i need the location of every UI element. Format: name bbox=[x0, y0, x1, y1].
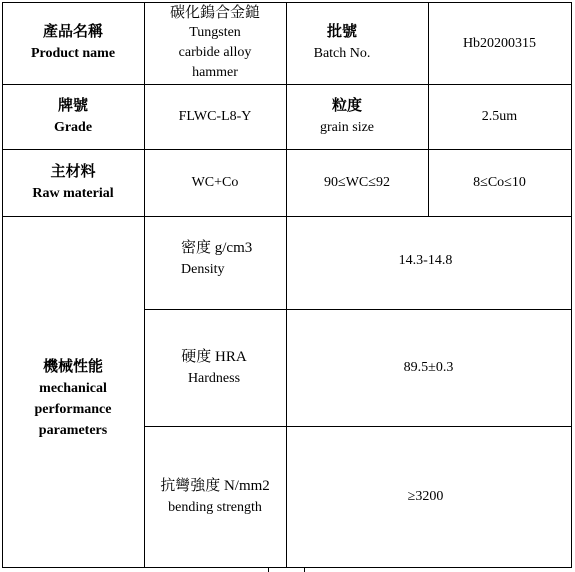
mechanical-label bbox=[2, 216, 144, 567]
tick-mark bbox=[304, 568, 305, 572]
density-label-zh: 密度 g/cm3 bbox=[181, 239, 253, 256]
density-label bbox=[144, 216, 286, 309]
product-name-value-en-1: Tungsten bbox=[189, 25, 241, 40]
grade-value: FLWC-L8-Y bbox=[178, 109, 252, 124]
grade-label bbox=[2, 84, 144, 149]
bending-strength-value: ≥3200 bbox=[407, 489, 444, 504]
grade-label-zh: 牌號 bbox=[57, 97, 88, 114]
raw-material-label bbox=[2, 149, 144, 216]
mechanical-label-en-2: performance bbox=[34, 401, 112, 417]
product-name-value-en-3: hammer bbox=[192, 65, 238, 80]
hardness-label bbox=[144, 309, 286, 426]
product-name-label-en: Product name bbox=[30, 46, 116, 61]
product-name-value-en-2: carbide alloy bbox=[178, 45, 252, 60]
batch-label-zh: 批號 bbox=[326, 24, 357, 40]
mechanical-label-en-1: mechanical bbox=[39, 380, 107, 396]
product-name-label-zh: 產品名稱 bbox=[42, 24, 103, 40]
batch-label bbox=[286, 2, 428, 84]
table-border-bottom bbox=[2, 567, 572, 568]
bending-strength-label-zh: 抗彎強度 N/mm2 bbox=[160, 477, 270, 494]
hardness-label-en: Hardness bbox=[187, 370, 241, 386]
batch-value: Hb20200315 bbox=[462, 35, 537, 51]
grain-size-value: 2.5um bbox=[481, 109, 518, 124]
co-range: 8≤Co≤10 bbox=[473, 175, 526, 190]
grain-size-label bbox=[286, 84, 428, 149]
density-value: 14.3-14.8 bbox=[398, 253, 453, 268]
table-border-right bbox=[571, 2, 572, 568]
grain-size-label-en: grain size bbox=[319, 119, 375, 135]
product-name-value-zh: 碳化鎢合金鎚 bbox=[169, 5, 260, 21]
bending-strength-label-en: bending strength bbox=[168, 499, 262, 515]
wc-range: 90≤WC≤92 bbox=[324, 175, 390, 190]
raw-material-label-zh: 主材料 bbox=[50, 163, 96, 180]
bending-strength-label bbox=[144, 426, 286, 567]
grain-size-label-zh: 粒度 bbox=[331, 97, 362, 114]
raw-material-label-en: Raw material bbox=[32, 185, 114, 201]
tick-mark bbox=[268, 568, 269, 572]
grade-label-en: Grade bbox=[53, 119, 93, 135]
mechanical-label-zh: 機械性能 bbox=[42, 358, 103, 375]
raw-material-value: WC+Co bbox=[191, 175, 239, 190]
product-name-label bbox=[2, 2, 144, 84]
hardness-label-zh: 硬度 HRA bbox=[181, 348, 247, 365]
density-label-en: Density bbox=[181, 261, 225, 277]
product-name-value bbox=[144, 2, 286, 84]
mechanical-label-en-3: parameters bbox=[38, 422, 108, 438]
batch-label-en: Batch No. bbox=[313, 46, 371, 61]
hardness-value: 89.5±0.3 bbox=[403, 360, 454, 375]
